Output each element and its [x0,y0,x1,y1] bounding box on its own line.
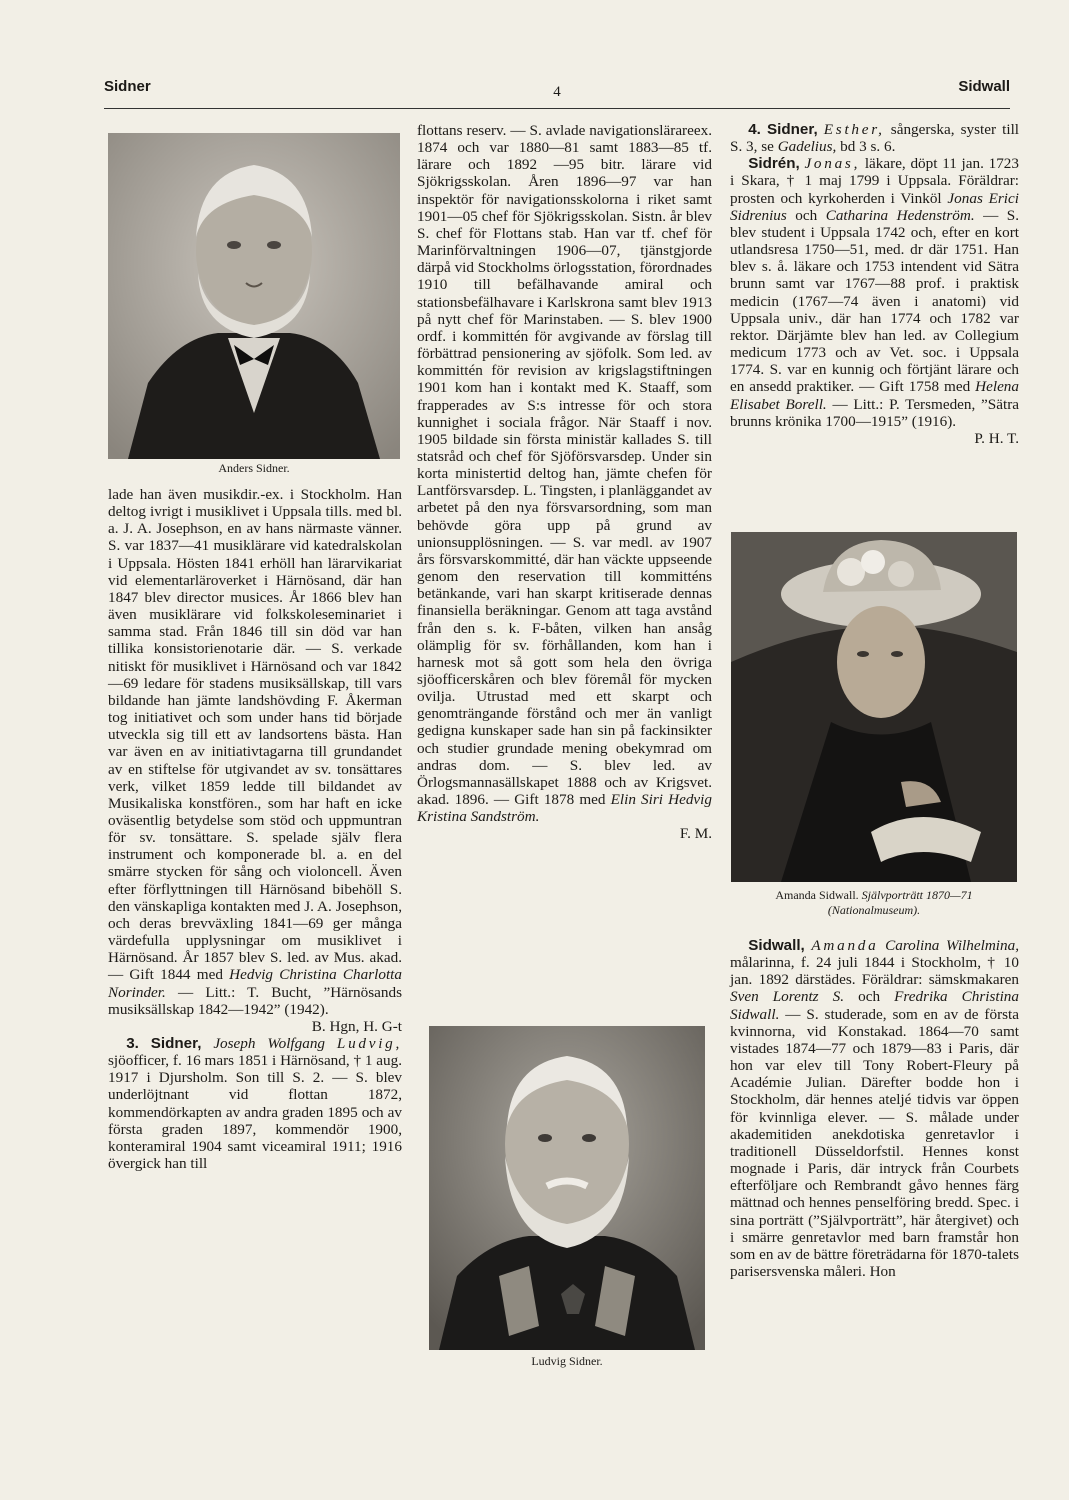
caption-museum: (Nationalmuseum). [827,903,921,917]
esther-tail: bd 3 s. 6. [836,138,896,156]
entry-given-name-spaced: Ludvig, [336,1035,403,1052]
sidwall-text-2: — S. studerade, som en av de första kvinnorna, vid Konstakad. 1864—70 samt vistades 1874—77 och 1879—83 i Paris, där hon var elev till Tony Robert-Fleury på Académie Julian. Därefter bodde hon i Stockholm, där hennes ateljé tidvis var öppen för kvinnliga elever. — S. målade under akademitiden anekdotiska genretavlor i traditionell Düsseldorfstil. Hennes konst mognade i Paris, där intryck från Courbets efterföljare och Rembrandt gåvo hennes färg mättnad och hennes penselföring bredd. Spec. i sina porträtt (”Självporträtt”, här återgivet) och i smärre genretavlor med barn framstår hon som en av de bättre företrädarna för 1870-talets parisersvenska måleri. Hon [730,1005,1019,1280]
portrait-caption-anders-sidner: Anders Sidner. [218,461,290,475]
esther-text: sångerska, syster till S. 3, se [730,121,1020,156]
sidren-text-1: läkare, döpt 11 jan. 1723 i Skara, † 1 maj 1799 i Uppsala. Föräldrar: prosten och kyrkoherden i Vinköl [730,155,1019,207]
esther-reference: Gadelius, [777,138,837,156]
column-left [108,486,402,1172]
sidren-mother: Catharina Hedenström. [825,206,975,224]
entry-surname: Sidrén, [748,155,800,173]
biography-esther-sidner [730,121,1019,155]
joseph-text: sjöofficer, f. 16 mars 1851 i Härnösand, † 1 aug. 1917 i Djursholm. Son till S. 2. — S. blev underlöjtnant vid flottan 1872, kommendörkapten av andra graden 1895 och av första graden 1897, kommendör 1900, konteramiral 1904 samt viceamiral 1911; 1916 övergick han till [108,1052,402,1173]
sidren-text-2: — S. blev student i Uppsala 1742 och, efter en kort utlandsresa 1750—51, med. dr där 1751. Han blev s. å. läkare och 1753 intendent vid Sätra brunn samt var 1767—88 prof. i praktisk medicin (1767—74 även i anatomi) vid Uppsala univ., där han 1774 och 1782 var rektor. Därjämte blev han led. av Collegium medicum 1773 och av Vet. soc. i Uppsala 1774. S. var en kunnig och förtjänt lärare och en ansedd praktiker. — Gift 1758 med [730,206,1020,396]
column-right-upper [730,121,1019,447]
entry-given-names: Joseph Wolfgang [213,1035,326,1052]
entry-given-names: Carolina Wilhelmina, [885,937,1020,954]
entry-number: 3. [126,1035,139,1052]
biography-jonas-sidren [730,155,1019,447]
page-number: 4 [553,84,561,100]
entry-surname: Sidner, [767,121,818,138]
header-right-keyword: Sidwall [958,78,1010,95]
column-right-lower [730,937,1019,1280]
entry-surname: Sidwall, [748,937,805,954]
sidren-and: och [786,206,818,224]
sidwall-and: och [844,988,881,1006]
portrait-amanda-sidwall [731,532,1017,882]
caption-name: Amanda Sidwall. [775,888,859,902]
portrait-ludvig-sidner [429,1026,705,1350]
sidren-father: Jonas Erici Sidrenius [730,189,1019,224]
sidwall-father: Sven Lorentz S. [730,988,845,1006]
sidren-literature: — Litt.: P. Tersmeden, ”Sätra brunns krönika 1700—1915” (1916). [730,395,1019,430]
joseph-signature: F. M. [679,825,712,843]
joseph-wife-name: Elin Siri Hedvig Kristina Sandström. [417,791,712,826]
entry-given-name-spaced: Amanda [811,937,879,954]
biography-amanda-sidwall [730,937,1019,1280]
portrait-caption-ludvig-sidner: Ludvig Sidner. [531,1354,603,1368]
joseph-text-continued: flottans reserv. — S. avlade navigationslärareex. 1874 och var 1880—81 samt 1883—85 tf. lärare och 1892 —95 bitr. lärare vid Sjökrigsskolan. Åren 1896—97 var han inspektör för navigationsskolorna i riket samt 1901—05 chef för Sjökrigsskolan. Sistn. år blev S. chef för Flottans stab. Han var tf. chef för Marinförvaltningen 1906—07, tjänstgjorde därpå vid Stockholms örlogsstation, förordnades 1910 till befälhavande amiral och stationsbefälhavare i Karlskrona samt blev 1913 på nytt chef för Marinstaben. — S. blev 1900 ordf. i kommittén för avgivande av förslag till förbättrad pensionering av sjöfolk. Som led. av kommittén för revision av krigslagstiftningen 1901 kom han i kontakt med K. Staaff, som frapperades av S:s intresse för och stora kunnighet i sociala frågor. När Staaff i nov. 1905 bildade sin första ministär kallades S. till statsråd och chef för Sjöförsvarsdep. Under sin korta ministertid deltog han, jämte chefen för Lantförsvarsdep. L. Tingsten, i planläggandet av arbetet på den nya försvarsordning, som man behövde göra upp på grund av unionsupplösningen. — S. var medl. av 1907 års försvarskommitté, där han väckte uppseende genom den reservation till kommitténs betänkande, vari han skarpt kritiserade dennas finansiella beräkningar. Genom att taga avstånd från den s. k. F-båten, vilken han ansåg olämplig för sv. förhållanden, kom han i harnesk mot så gott som hela den övriga sjöofficerskåren och blev föremål för mycken ovilja. Utrustad med ett skarpt och genomträngande förstånd och mer än vanligt gedigna kunskaper sade han sin på fackinsikter och studier grundade mening obekymrad om andras dom. — S. blev led. av Örlogsmannasällskapet 1888 och av Krigsvet. akad. 1896. — Gift 1878 med [417,122,712,809]
sidren-wife: Helena Elisabet Borell. [730,378,1019,413]
biography-anders-sidner [108,486,402,1035]
anders-signature: B. Hgn, H. G-t [311,1017,402,1035]
caption-title: Självporträtt 1870—71 [861,888,973,902]
portrait-anders-sidner [108,133,400,459]
portrait-caption-amanda-sidwall [731,888,1017,918]
column-middle [417,122,712,843]
sidwall-mother: Fredrika Christina Sidwall. [730,988,1019,1023]
page-header [104,78,1010,109]
sidwall-text-1: målarinna, f. 24 juli 1844 i Stockholm, † 10 jan. 1892 därstädes. Föräldrar: sämskmakaren [730,954,1019,989]
anders-text: lade han även musikdir.-ex. i Stockholm. Han deltog ivrigt i musiklivet i Uppsala tills. med bl. a. J. A. Josephson, en av hans närmaste vänner. S. var 1837—41 musiklärare vid katedralskolan i Uppsala. Hösten 1841 erhöll han lärarvikariat vid elementarläroverket i Härnösand, där han 1847 blev director musices. År 1866 blev han även musiklärare vid folkskoleseminariet i samma stad. Från 1846 till sin död var han tillika konsistorienotarie där. — S. verkade nitiskt för musiklivet i Härnösand och var 1842 —69 ledare för stadens musiksällskap, till vars bildande han jämte landshövding F. Åkerman tog initiativet och som under hans tid började utveckla sig till ett av landsortens bästa. Han var även en av initiativtagarna till grundandet av en stiftelse för utgivandet av sv. tonsättares verk, vilket 1859 ledde till bildandet av Musikaliska konstfören., som har haft en icke oväsentlig betydelse som stöd och uppmuntran för sv. tonsättare. S. spelade själv flera instrument och komponerade bl. a. en del smärre stycken för sång och violoncell. Även efter förflyttningen till Härnösand bibehöll S. den vänskapliga kontakten med J. A. Josephson, och deras brevväxling 1841—69 ger många värdefulla upplysningar om musiklivet i Härnösand. År 1857 blev S. led. av Mus. akad. — Gift 1844 med [108,486,402,984]
anders-wife-name: Hedvig Christina Charlotta Norinder. [108,966,402,1001]
sidren-signature: P. H. T. [974,429,1019,447]
entry-given-name-spaced: Jonas, [804,155,861,173]
entry-surname: Sidner, [150,1035,202,1052]
biography-joseph-sidner [108,1035,402,1172]
biography-joseph-continued [417,122,712,843]
header-left-keyword: Sidner [104,78,151,95]
anders-literature: — Litt.: T. Bucht, ”Härnösands musiksällskap 1842—1942” (1942). [108,983,402,1018]
entry-given-name-spaced: Esther, [823,121,885,138]
entry-number: 4. [748,121,761,138]
